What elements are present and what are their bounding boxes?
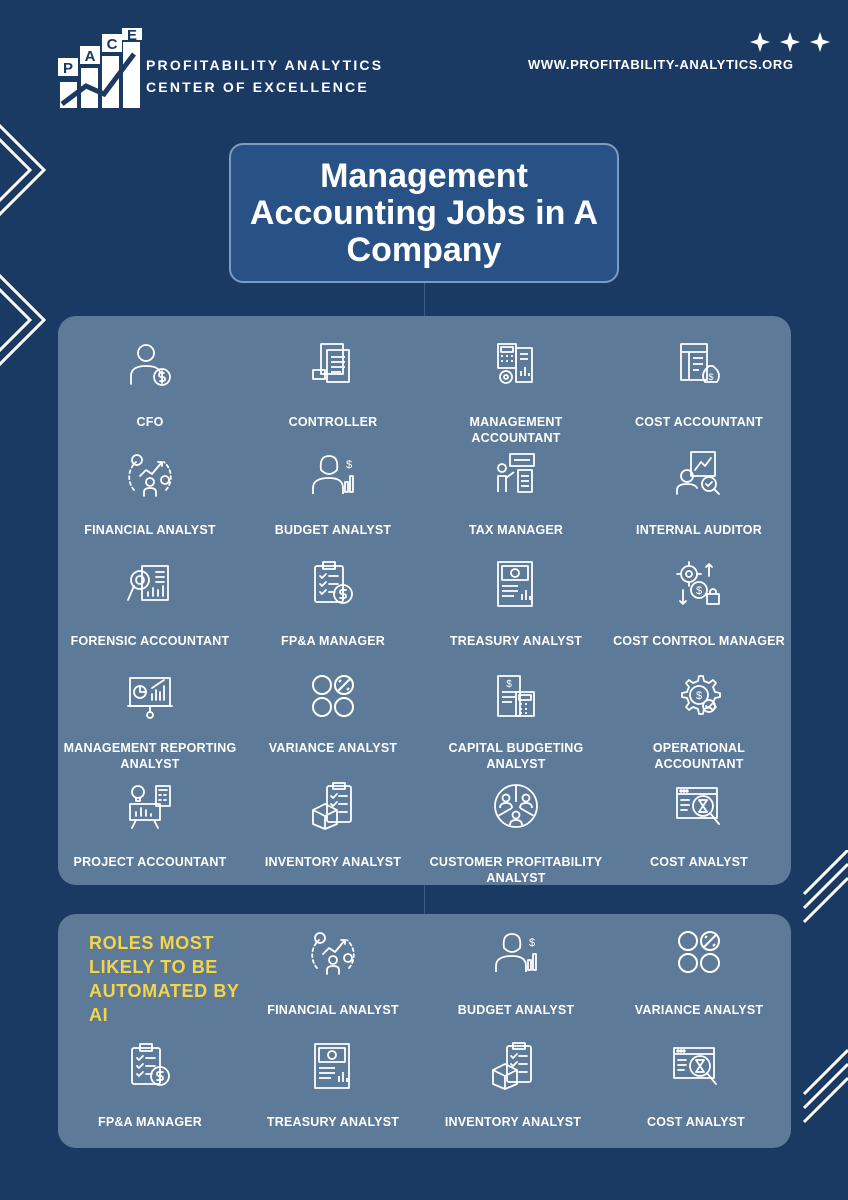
presentation-icon — [492, 450, 540, 498]
automated-roles-title: ROLES MOST LIKELY TO BE AUTOMATED BY AI — [89, 933, 240, 1025]
job-label: INTERNAL AUDITOR — [636, 523, 762, 537]
gear-dollar-check-icon — [675, 672, 723, 720]
automated-card-inventory-analyst — [422, 1042, 604, 1130]
job-card-cost-accountant — [608, 340, 790, 430]
person-dollar-icon — [126, 340, 174, 388]
job-label: CFO — [136, 415, 164, 429]
growth-person-icon — [309, 928, 357, 976]
job-label: COST ANALYST — [649, 855, 748, 869]
job-label: MANAGEMENT REPORTING ANALYST — [63, 741, 237, 771]
job-card-fpa-manager — [242, 560, 424, 649]
svg-text:C: C — [106, 36, 118, 53]
job-label: FP&A MANAGER — [280, 634, 386, 648]
job-label: MANAGEMENT ACCOUNTANT — [469, 415, 563, 445]
job-label: FINANCIAL ANALYST — [84, 523, 216, 537]
job-card-internal-auditor — [608, 450, 790, 538]
bulb-board-icon — [126, 782, 174, 830]
clipboard-dollar-icon — [126, 1042, 174, 1090]
job-card-cfo — [59, 340, 241, 430]
job-card-tax-manager — [425, 450, 607, 538]
documents-icon — [309, 340, 357, 388]
job-label: COST ACCOUNTANT — [635, 415, 763, 429]
job-card-cost-analyst — [608, 782, 790, 870]
banknote-report-icon — [492, 560, 540, 608]
job-label: CAPITAL BUDGETING ANALYST — [448, 741, 584, 771]
job-card-cost-control-manager — [608, 560, 790, 649]
job-label: VARIANCE ANALYST — [634, 1003, 764, 1017]
svg-text:P: P — [62, 60, 74, 77]
browser-hourglass-icon — [675, 782, 723, 830]
calculator-gear-icon — [492, 340, 540, 388]
job-label: COST CONTROL MANAGER — [613, 634, 785, 648]
job-card-forensic-accountant — [59, 560, 241, 649]
woman-chart-icon — [309, 450, 357, 498]
job-card-capital-budgeting-analyst — [425, 672, 607, 772]
invoice-calculator-icon — [492, 672, 540, 720]
automated-card-variance-analyst — [608, 928, 790, 1018]
automated-card-treasury-analyst — [242, 1042, 424, 1130]
title-box — [229, 143, 619, 283]
clipboard-dollar-icon — [309, 560, 357, 608]
job-label: COST ANALYST — [646, 1115, 745, 1129]
job-card-operational-accountant — [608, 672, 790, 772]
page-title: Management Accounting Jobs in A Company — [249, 156, 599, 269]
board-chart-icon — [126, 672, 174, 720]
decorative-stripes-right — [800, 850, 848, 1130]
job-card-treasury-analyst — [425, 560, 607, 649]
job-card-management-accountant — [425, 340, 607, 446]
job-label: INVENTORY ANALYST — [444, 1115, 582, 1129]
org-name-line2: CENTER OF EXCELLENCE — [146, 79, 369, 95]
sparkles-icon — [748, 31, 832, 53]
box-clipboard-icon — [309, 782, 357, 830]
automated-card-fpa-manager — [59, 1042, 241, 1130]
job-label: FINANCIAL ANALYST — [267, 1003, 399, 1017]
job-card-inventory-analyst — [242, 782, 424, 870]
growth-person-icon — [126, 450, 174, 498]
job-label: VARIANCE ANALYST — [268, 741, 398, 755]
job-label: CUSTOMER PROFITABILITY ANALYST — [429, 855, 603, 885]
woman-chart-icon — [492, 928, 540, 976]
job-card-budget-analyst — [242, 450, 424, 538]
audit-magnifier-icon — [675, 450, 723, 498]
four-circles-icon — [309, 672, 357, 720]
ledger-moneybag-icon — [675, 340, 723, 388]
job-label: TAX MANAGER — [468, 523, 564, 537]
job-label: INVENTORY ANALYST — [264, 855, 402, 869]
job-label: BUDGET ANALYST — [457, 1003, 575, 1017]
job-label: TREASURY ANALYST — [449, 634, 583, 648]
job-card-financial-analyst — [59, 450, 241, 538]
svg-text:A: A — [84, 48, 96, 65]
job-label: PROJECT ACCOUNTANT — [73, 855, 227, 869]
org-name-line1: PROFITABILITY ANALYTICS — [146, 57, 384, 73]
four-circles-icon — [675, 928, 723, 976]
job-card-customer-profitability-analyst — [425, 782, 607, 886]
connector-line — [424, 885, 425, 914]
banknote-report-icon — [309, 1042, 357, 1090]
magnifier-report-icon — [126, 560, 174, 608]
people-circle-icon — [492, 782, 540, 830]
automated-card-cost-analyst — [605, 1042, 787, 1130]
job-card-management-reporting-analyst — [59, 672, 241, 772]
decorative-stripes-left — [0, 118, 56, 378]
job-card-project-accountant — [59, 782, 241, 870]
pace-logo — [58, 28, 142, 110]
job-label: CONTROLLER — [288, 415, 378, 429]
website-link[interactable]: WWW.PROFITABILITY-ANALYTICS.ORG — [528, 57, 794, 72]
job-label: FP&A MANAGER — [97, 1115, 203, 1129]
job-label: TREASURY ANALYST — [266, 1115, 400, 1129]
browser-hourglass-icon — [672, 1042, 720, 1090]
job-card-controller — [242, 340, 424, 430]
job-label: BUDGET ANALYST — [274, 523, 392, 537]
gear-dollar-lock-icon — [675, 560, 723, 608]
svg-text:E: E — [126, 28, 138, 44]
box-clipboard-icon — [489, 1042, 537, 1090]
job-label: FORENSIC ACCOUNTANT — [70, 634, 230, 648]
automated-card-budget-analyst — [425, 928, 607, 1018]
connector-line — [424, 283, 425, 316]
automated-card-financial-analyst — [242, 928, 424, 1018]
job-label: OPERATIONAL ACCOUNTANT — [652, 741, 746, 771]
job-card-variance-analyst — [242, 672, 424, 756]
